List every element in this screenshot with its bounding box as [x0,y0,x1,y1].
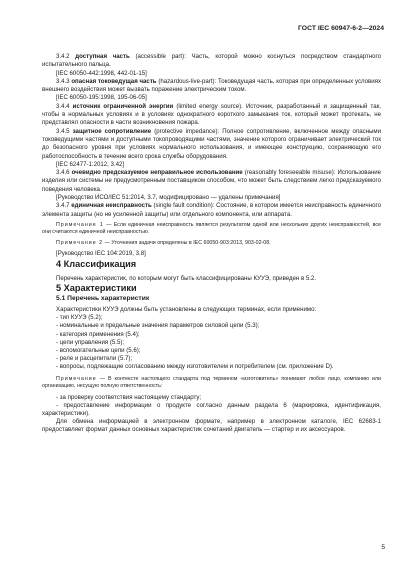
section-5-heading: 5 Характеристики [56,283,137,294]
note-list-item: - за проверку соответствия настоящему стандарту; [56,393,202,401]
def-term-en: (single fault condition) [153,202,213,210]
def-text: : Токоведущая часть, которая при определенных условиях внешнего воздействия может вызвать поражение электрическим током. [42,77,381,94]
list-item: - категория применения (5.4); [56,330,140,338]
def-number: 3.4.3 [56,77,70,85]
definition-3-4-2 [42,53,381,70]
note-list-item: - предоставление информации о продукте согласно данным раздела 6 (маркировка, идентификация, характеристики). [42,402,381,418]
def-number: 3.4.5 [56,127,70,135]
list-item: - вопросы, подлежащие согласованию между изготовителем и потребителем (см. приложение D). [56,362,334,370]
def-term: очевидно предсказуемое неправильное использование [71,169,243,177]
definition-reference: [IEC 60050-442:1998, 442-01-15] [56,69,147,77]
section-5-1-heading: 5.1 Перечень характеристик [56,295,150,303]
list-item: - тип КУУЭ (5.2); [56,314,103,322]
list-item: - реле и расцепители (5.7); [56,354,133,362]
def-text: : Часть, которой можно коснуться посредством стандартного испытательного пальца. [42,53,381,69]
note-2 [42,240,381,248]
definition-3-4-4 [42,103,381,128]
def-term-en: (limited energy source) [176,102,242,110]
note-label: Примечание [56,375,97,382]
note-label: Примечание 1 [56,221,104,228]
final-paragraph: Для обмена информацией в электронном формате, например в электронном каталоге, IEC 62683-1 предоставляет формат данных основных характеристик сочетаний двигатель — стартер и их аксессуаров. [42,418,381,434]
definition-3-4-3 [42,78,381,95]
def-number: 3.4.7 [56,202,70,210]
characteristics-list [42,314,381,371]
definition-3-4-5 [42,128,381,161]
note-1 [42,222,381,237]
def-number: 3.4.6 [56,169,70,177]
def-text: : Состояние, в котором имеется неисправность единичного элемента защиты (но не усиленной защиты) или отдельного компонента, или аппарата. [42,202,381,218]
list-item: - номинальные и предельные значения параметров силовой цепи (5.3); [56,322,260,330]
section-5-note [42,376,381,391]
list-item: - цепи управления (5.5); [56,338,125,346]
def-term: доступная часть [75,53,130,60]
definition-reference: [IEC 62477-1:2012, 3.42] [56,160,125,168]
standard-code-header: ГОСТ IEC 60947-6-2—2024 [298,25,384,32]
def-term: опасная токоведущая часть [71,77,157,85]
section-4-heading: 4 Классификация [56,258,137,269]
def-number: 3.4.4 [56,102,70,110]
note-label: Примечание 2 [56,239,104,246]
document-body [42,53,381,434]
section-4-text: Перечень характеристик, по которым могут быть классифицированы КУУЭ, приведен в 5.2. [56,274,317,282]
def-term: источник ограниченной энергии [72,102,174,110]
definition-reference: [IEC 60050-195:1998, 195-06-05] [56,94,147,102]
note-text: — В контексте настоящего стандарта под термином «изготовитель» понимают любое лицо, компанию или организацию, несущую полную ответственность: [42,375,381,390]
def-text: : Полное сопротивление, включенное между опасными токоведущими частями и доступными токопроводящими частями, значение которого ограничивает электрический ток до безопасного уровня при условиях нормального использования, и имеющее конструкцию, сохраняющую его работоспособность в течение всего срока службы оборудования. [42,127,382,160]
def-term-en: (reasonably foreseeable misuse) [244,169,334,177]
section-5-1-intro: Характеристики КУУЭ должны быть установлены в следующих терминах, если применимо: [56,306,317,314]
def-term-en: (accessible part) [135,53,185,60]
def-term-en: (hazardous-live-part) [158,77,215,85]
list-item: - вспомогательные цепи (5.6); [56,346,141,354]
note-text: — Если единичная неисправность является результатом одной или нескольких других неисправностей, все они считаются единичной неисправностью. [42,221,382,236]
def-text: . Источник, разработанный и защищенный так, чтобы в нормальных условиях и в условиях однократного короткого замыкания ток, который может протекать, не представлял опасности в части возникновения пожара. [42,102,381,127]
definition-3-4-7 [42,202,381,219]
def-term: единичная неисправность [71,202,152,210]
definition-reference: [Руководство ИСО/IEC 51:2014, 3.7, модифицировано — удалены примечания] [56,194,281,202]
def-number: 3.4.2 [56,53,70,60]
def-term: защитное сопротивление [72,127,152,135]
definition-3-4-6 [42,169,381,194]
definition-reference: [Руководство IEC 104:2019, 3.8] [56,250,146,258]
page-number: 5 [381,544,385,551]
def-text: : Использование изделия или системы не предусмотренным поставщиком способом, что может быть следствием легко предсказуемого поведения человека. [42,169,382,193]
note-text: — Уточнения задачи определены в IEC 60050-903:2013, 903-02-08. [103,239,271,246]
def-term-en: (protective impedance) [154,127,218,135]
